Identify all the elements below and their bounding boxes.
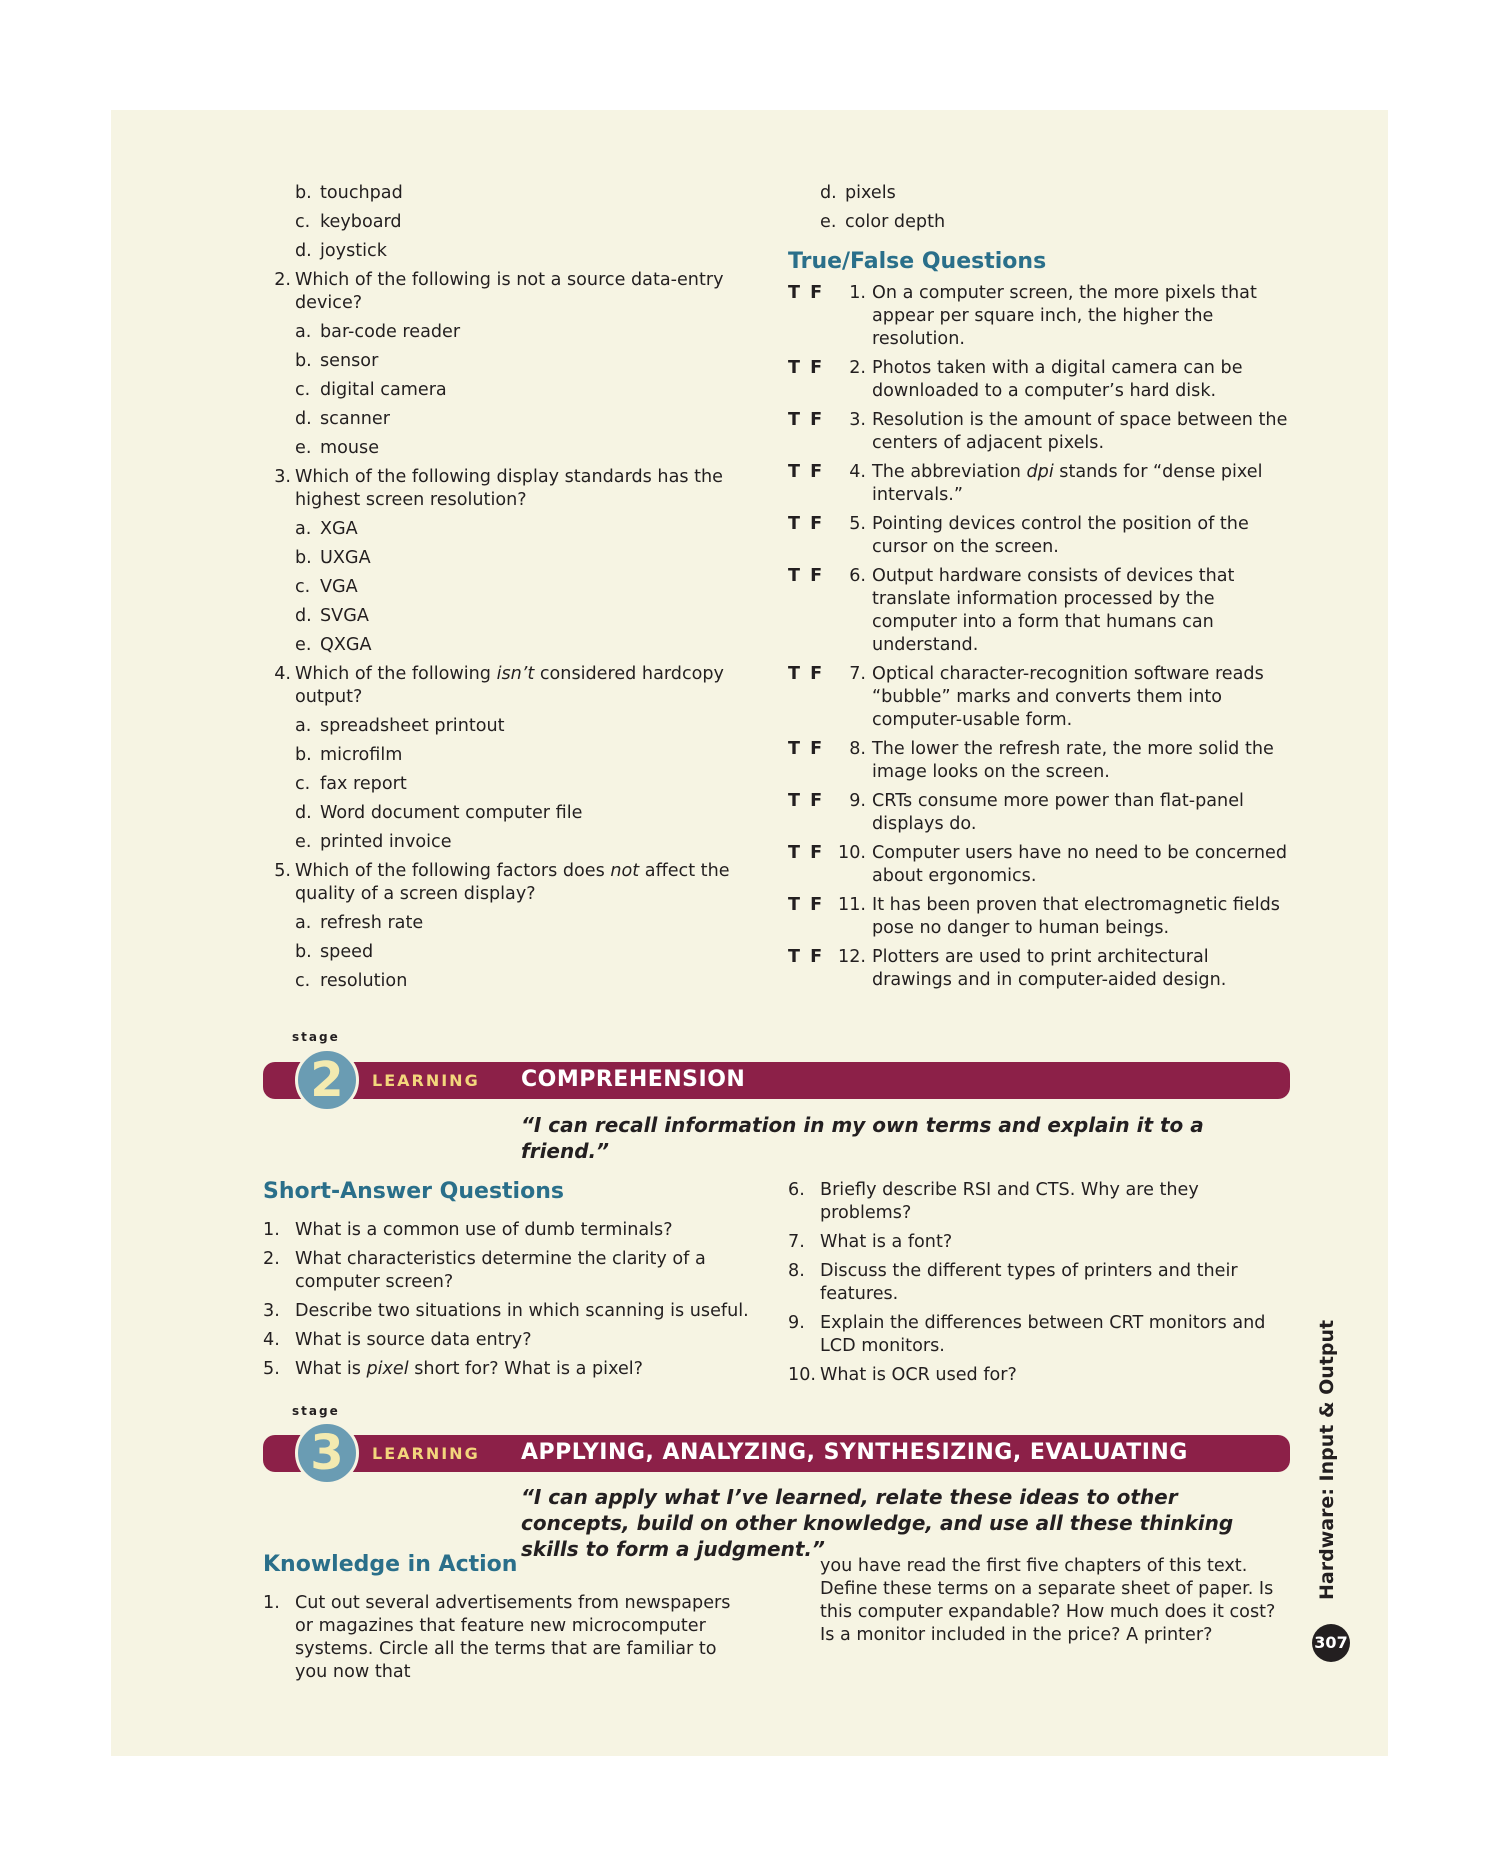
learning-label: LEARNING [372, 1444, 480, 1463]
tf-item: T F 11. It has been proven that electromagnetic fields pose no danger to human beings. [788, 895, 1280, 938]
short-answer-item: 1. What is a common use of dumb terminals? [263, 1220, 673, 1240]
short-answer-item: 5. What is pixel short for? What is a pixel? [263, 1359, 643, 1379]
option: c. fax report [295, 774, 407, 794]
page-number: 307 [1312, 1624, 1350, 1662]
short-answer-item: 7. What is a font? [788, 1232, 953, 1252]
short-answer-item: 10. What is OCR used for? [788, 1365, 1017, 1385]
short-answer-right [788, 1179, 1288, 1393]
option: b. speed [295, 942, 374, 962]
tf-item: T F 8. The lower the refresh rate, the more solid the image looks on the screen. [788, 739, 1274, 782]
tf-marker[interactable]: T F [788, 566, 825, 586]
tf-marker[interactable]: T F [788, 739, 825, 759]
tf-marker[interactable]: T F [788, 664, 825, 684]
question-4: 4. Which of the following isn’t considered hardcopy output? [274, 664, 724, 707]
option: a. spreadsheet printout [295, 716, 505, 736]
option: a. refresh rate [295, 913, 424, 933]
option: b. microfilm [295, 745, 403, 765]
knowledge-left [263, 1592, 753, 1690]
left-column [263, 182, 763, 999]
stage-label: stage [292, 1030, 340, 1044]
option: c. keyboard [295, 212, 402, 232]
option: c. VGA [295, 577, 358, 597]
stage-3-title: APPLYING, ANALYZING, SYNTHESIZING, EVALUATING [521, 1440, 1188, 1465]
option: b. UXGA [295, 548, 371, 568]
option: e. printed invoice [295, 832, 452, 852]
short-answer-item: 6. Briefly describe RSI and CTS. Why are they problems? [788, 1180, 1199, 1223]
tf-marker[interactable]: T F [788, 358, 825, 378]
tf-item: T F 4. The abbreviation dpi stands for “dense pixel intervals.” [788, 462, 1263, 505]
tf-marker[interactable]: T F [788, 283, 825, 303]
option: b. sensor [295, 351, 379, 371]
option: d. joystick [295, 241, 387, 261]
right-column [788, 182, 1288, 998]
question-2: 2. Which of the following is not a source data-entry device? [274, 270, 724, 313]
short-answer-item: 9. Explain the differences between CRT monitors and LCD monitors. [788, 1313, 1266, 1356]
option: b. touchpad [295, 183, 403, 203]
tf-item: T F 6. Output hardware consists of devices that translate information processed by the computer into a form that humans can understand. [788, 566, 1235, 655]
tf-marker[interactable]: T F [788, 895, 825, 915]
option: d. SVGA [295, 606, 369, 626]
knowledge-continuation: you have read the first five chapters of this text. Define these terms on a separate sheet of paper. Is this computer expandable? How much does it cost? Is a monitor included in the price? A printer? [820, 1556, 1276, 1645]
short-answer-left [263, 1219, 763, 1387]
option: c. digital camera [295, 380, 447, 400]
true-false-heading: True/False Questions [788, 249, 1047, 274]
learning-label: LEARNING [372, 1071, 480, 1090]
short-answer-heading: Short-Answer Questions [263, 1179, 564, 1204]
option: d. pixels [820, 183, 896, 203]
stage-3-quote: “I can apply what I’ve learned, relate these ideas to other concepts, build on other knowledge, and use all these thinking skills to form a judgment.” [521, 1485, 1234, 1561]
tf-marker[interactable]: T F [788, 462, 825, 482]
option: a. bar-code reader [295, 322, 461, 342]
short-answer-item: 4. What is source data entry? [263, 1330, 532, 1350]
tf-item: T F 7. Optical character-recognition software reads “bubble” marks and converts them into computer-usable form. [788, 664, 1264, 730]
tf-item: T F 1. On a computer screen, the more pixels that appear per square inch, the higher the resolution. [788, 283, 1257, 349]
tf-item: T F 10. Computer users have no need to be concerned about ergonomics. [788, 843, 1288, 886]
knowledge-right [820, 1555, 1290, 1647]
chapter-side-tab: Hardware: Input & Output [1316, 1319, 1338, 1600]
stage-label: stage [292, 1404, 340, 1418]
option: e. QXGA [295, 635, 372, 655]
option: e. color depth [820, 212, 946, 232]
stage-2-number: 2 [295, 1048, 359, 1112]
tf-item: T F 5. Pointing devices control the position of the cursor on the screen. [788, 514, 1249, 557]
tf-marker[interactable]: T F [788, 791, 825, 811]
tf-marker[interactable]: T F [788, 514, 825, 534]
option: d. scanner [295, 409, 390, 429]
tf-marker[interactable]: T F [788, 410, 825, 430]
tf-item: T F 3. Resolution is the amount of space between the centers of adjacent pixels. [788, 410, 1288, 453]
tf-marker[interactable]: T F [788, 843, 825, 863]
short-answer-item: 8. Discuss the different types of printers and their features. [788, 1261, 1238, 1304]
option: e. mouse [295, 438, 380, 458]
option: d. Word document computer file [295, 803, 583, 823]
tf-item: T F 2. Photos taken with a digital camera can be downloaded to a computer’s hard disk. [788, 358, 1243, 401]
tf-marker[interactable]: T F [788, 947, 825, 967]
short-answer-item: 2. What characteristics determine the clarity of a computer screen? [263, 1249, 706, 1292]
tf-item: T F 12. Plotters are used to print architectural drawings and in computer-aided design. [788, 947, 1227, 990]
question-5: 5. Which of the following factors does not affect the quality of a screen display? [274, 861, 730, 904]
stage-2-title: COMPREHENSION [521, 1067, 746, 1092]
knowledge-heading: Knowledge in Action [263, 1552, 518, 1577]
question-3: 3. Which of the following display standards has the highest screen resolution? [274, 467, 723, 510]
option: c. resolution [295, 971, 408, 991]
stage-2-quote: “I can recall information in my own terms and explain it to a friend.” [521, 1113, 1204, 1163]
knowledge-item: 1. Cut out several advertisements from newspapers or magazines that feature new microcomputer systems. Circle all the terms that are familiar to you now that [263, 1593, 731, 1682]
short-answer-item: 3. Describe two situations in which scanning is useful. [263, 1301, 749, 1321]
option: a. XGA [295, 519, 358, 539]
stage-3-number: 3 [295, 1421, 359, 1485]
tf-item: T F 9. CRTs consume more power than flat-panel displays do. [788, 791, 1244, 834]
